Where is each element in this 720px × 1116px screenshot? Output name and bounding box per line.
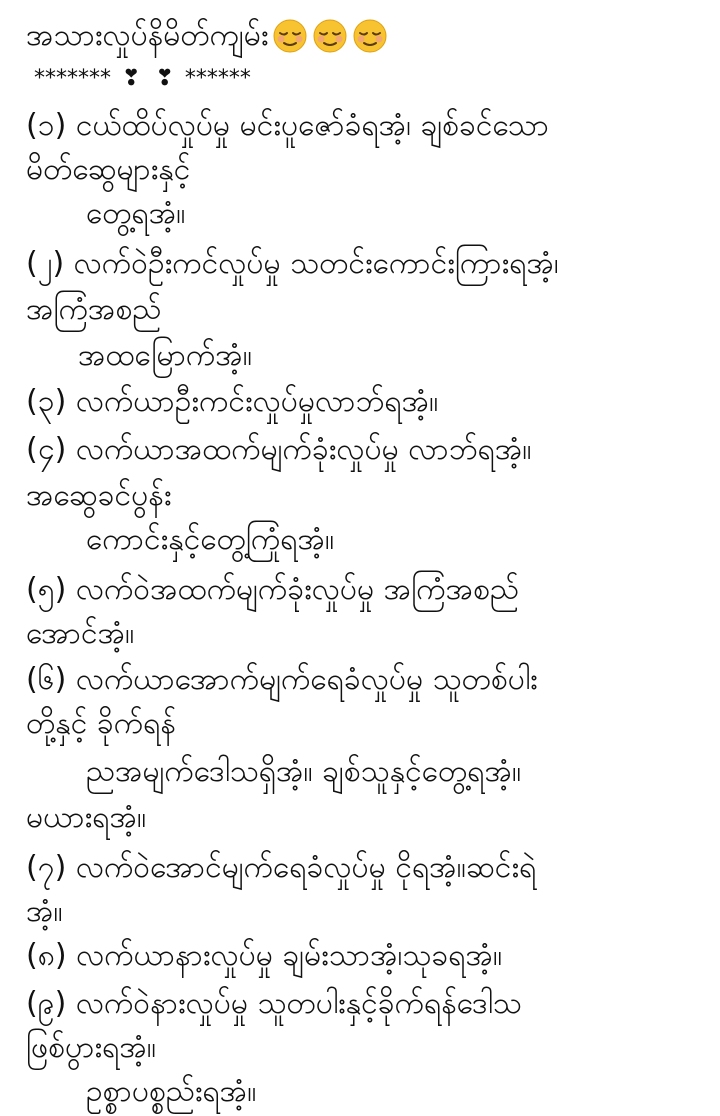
text-line: ဥစ္စာပစ္စည်းရအံ့။ bbox=[86, 1074, 257, 1109]
heart-icon: ❣ bbox=[122, 66, 141, 91]
text-line: (၂) လက်ဝဲဦးကင်လှုပ်မှု သတင်းကောင်းကြားရအံ့၊ bbox=[26, 246, 559, 281]
text-line: အောင်အံ့။ bbox=[26, 616, 135, 651]
text-line: အဆွေခင်ပွန်း bbox=[26, 478, 172, 513]
text-line: ကောင်းနှင့်တွေ့ကြုံရအံ့။ bbox=[86, 522, 335, 557]
star-divider bbox=[34, 64, 251, 94]
stars-right: ****** bbox=[184, 66, 251, 91]
relieved-face-icon bbox=[272, 18, 308, 54]
text-line: ညအမျက်ဒေါသရှိအံ့။ ချစ်သူနှင့်တွေ့ရအံ့။ bbox=[86, 754, 522, 789]
text-line: အထမြောက်အံ့။ bbox=[78, 338, 252, 373]
text-line: (၈) လက်ယာနားလှုပ်မှု ချမ်းသာအံ့၊သုခရအံ့။ bbox=[26, 938, 503, 973]
text-line: မယားရအံ့။ bbox=[26, 800, 147, 835]
relieved-face-icon bbox=[352, 18, 388, 54]
text-line: အံ့။ bbox=[26, 894, 63, 929]
text-line: (၇) လက်ဝဲအောင်မျက်ရေခံလှုပ်မှု ငိုရအံ့။ဆင်းရဲ bbox=[26, 850, 537, 885]
text-line: တို့နှင့် ခိုက်ရန် bbox=[26, 706, 176, 741]
relieved-face-icon bbox=[312, 18, 348, 54]
text-line: ဖြစ်ပွားရအံ့။ bbox=[26, 1030, 156, 1065]
page-title: အသားလှုပ်နိမိတ်ကျမ်း bbox=[26, 18, 269, 53]
stars-left: ******* bbox=[34, 66, 111, 91]
heart-icon: ❣ bbox=[155, 66, 174, 91]
text-line: (၁) ငယ်ထိပ်လှုပ်မှု မင်းပူဇော်ခံရအံ့၊ ချစ်ခင်သော bbox=[26, 108, 549, 143]
text-line: (၃) လက်ယာဦးကင်းလှုပ်မှုလာဘ်ရအံ့။ bbox=[26, 384, 439, 419]
text-line: (၉) လက်ဝဲနားလှုပ်မှု သူတပါးနှင့်ခိုက်ရန်ဒေါသ bbox=[26, 986, 522, 1021]
text-line: (၆) လက်ယာအောက်မျက်ရေခံလှုပ်မှု သူတစ်ပါး bbox=[26, 662, 538, 697]
title-row bbox=[26, 14, 388, 58]
text-line: (၅) လက်ဝဲအထက်မျက်ခုံးလှုပ်မှု အကြံအစည် bbox=[26, 572, 520, 607]
text-line: (၄) လက်ယာအထက်မျက်ခုံးလှုပ်မှု လာဘ်ရအံ့။ bbox=[26, 432, 532, 467]
text-line: တွေ့ရအံ့။ bbox=[86, 196, 186, 231]
text-line: မိတ်ဆွေများနှင့် bbox=[26, 152, 191, 187]
text-line: အကြံအစည် bbox=[26, 292, 162, 327]
